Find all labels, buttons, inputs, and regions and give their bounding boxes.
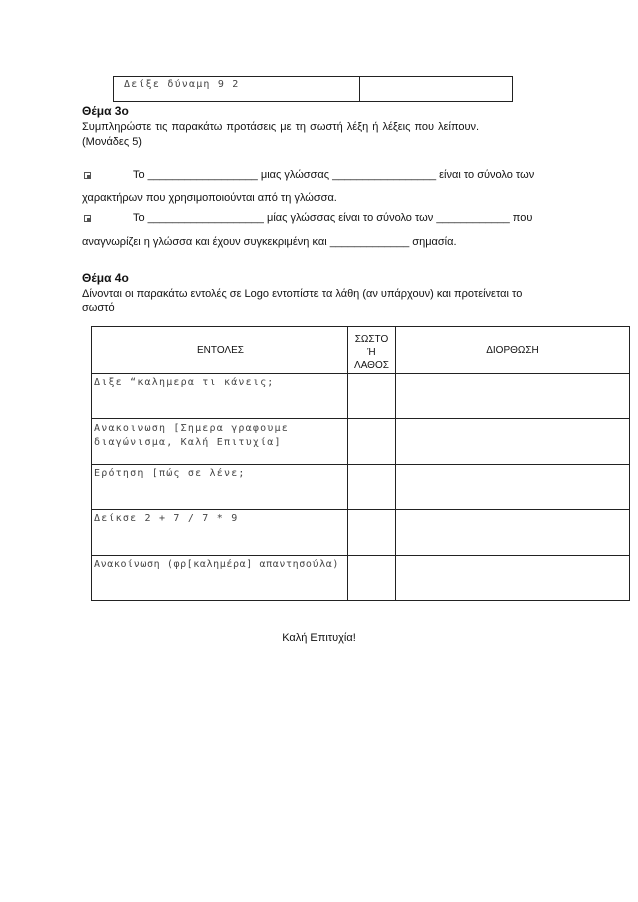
header-right-wrong-line2: Ή (367, 347, 376, 358)
theme3-marks: (Μονάδες 5) (82, 136, 142, 148)
fill-in-item-1-line1: Το __________________ μιας γλώσσας _________________ είναι το σύνολο των (133, 169, 535, 181)
table-row (92, 418, 629, 464)
table-header-row (92, 327, 629, 373)
header-commands: ΕΝΤΟΛΕΣ (92, 327, 348, 373)
command-text: Δείκσε 2 + 7 / 7 * 9 (94, 513, 239, 524)
table-row (92, 509, 629, 555)
header-right-wrong-line1: ΣΩΣΤΟ (354, 334, 389, 345)
fill-in-item-1-line2: χαρακτήρων που χρησιμοποιούνται από τη γλώσσα. (82, 192, 337, 204)
command-cell (92, 465, 348, 509)
correction-cell (396, 556, 629, 601)
top-table-cell-command: Δείξε δύναμη 9 2 (114, 77, 360, 101)
table-row (92, 373, 629, 418)
command-text: Διξε “καλημερα τι κάνεις; (94, 377, 275, 388)
theme4-instruction: Δίνονται οι παρακάτω εντολές σε Logo εντοπίστε τα λάθη (αν υπάρχουν) και προτείνεται το (82, 288, 523, 300)
checkbox-bullet-icon (84, 172, 91, 179)
theme4-title: Θέμα 4ο (82, 271, 129, 285)
header-right-wrong-line3: ΛΑΘΟΣ (354, 360, 389, 371)
command-cell (92, 374, 348, 418)
checkbox-bullet-icon (84, 215, 91, 222)
fill-in-item-2-line2: αναγνωρίζει η γλώσσα και έχουν συγκεκριμένη και _____________ σημασία. (82, 236, 457, 248)
command-cell (92, 556, 348, 601)
top-table (113, 76, 513, 102)
correction-cell (396, 419, 629, 464)
correction-cell (396, 510, 629, 555)
top-table-cell-empty (360, 77, 512, 101)
right-wrong-cell (348, 510, 396, 555)
command-text-cont: διαγώνισμα, Καλή Επιτυχία] (94, 437, 282, 448)
table-row (92, 464, 629, 509)
theme4-instruction-cont: σωστό (82, 302, 115, 314)
command-cell (92, 419, 348, 464)
header-correction: ΔΙΟΡΘΩΣΗ (486, 345, 539, 356)
correction-cell (396, 465, 629, 509)
right-wrong-cell (348, 556, 396, 601)
theme3-instruction: Συμπληρώστε τις παρακάτω προτάσεις με τη σωστή λέξη ή λέξεις που λείπουν. (82, 121, 480, 133)
closing-wish: Καλή Επιτυχία! (282, 632, 356, 644)
command-cell (92, 510, 348, 555)
right-wrong-cell (348, 374, 396, 418)
theme3-title: Θέμα 3ο (82, 104, 129, 118)
logo-commands-table (91, 326, 630, 601)
correction-cell (396, 374, 629, 418)
fill-in-item-2-line1: Το ___________________ μίας γλώσσας είναι το σύνολο των ____________ που (133, 212, 533, 224)
command-text: Ανακοινωση [Σημερα γραφουμε (94, 423, 289, 434)
right-wrong-cell (348, 465, 396, 509)
header-right-wrong (348, 327, 396, 373)
table-row (92, 555, 629, 601)
right-wrong-cell (348, 419, 396, 464)
command-text: Ανακοίνωση (φρ[καλημέρα] απαντησούλα) (94, 559, 339, 570)
command-text: Ερότηση [πώς σε λένε; (94, 468, 246, 479)
